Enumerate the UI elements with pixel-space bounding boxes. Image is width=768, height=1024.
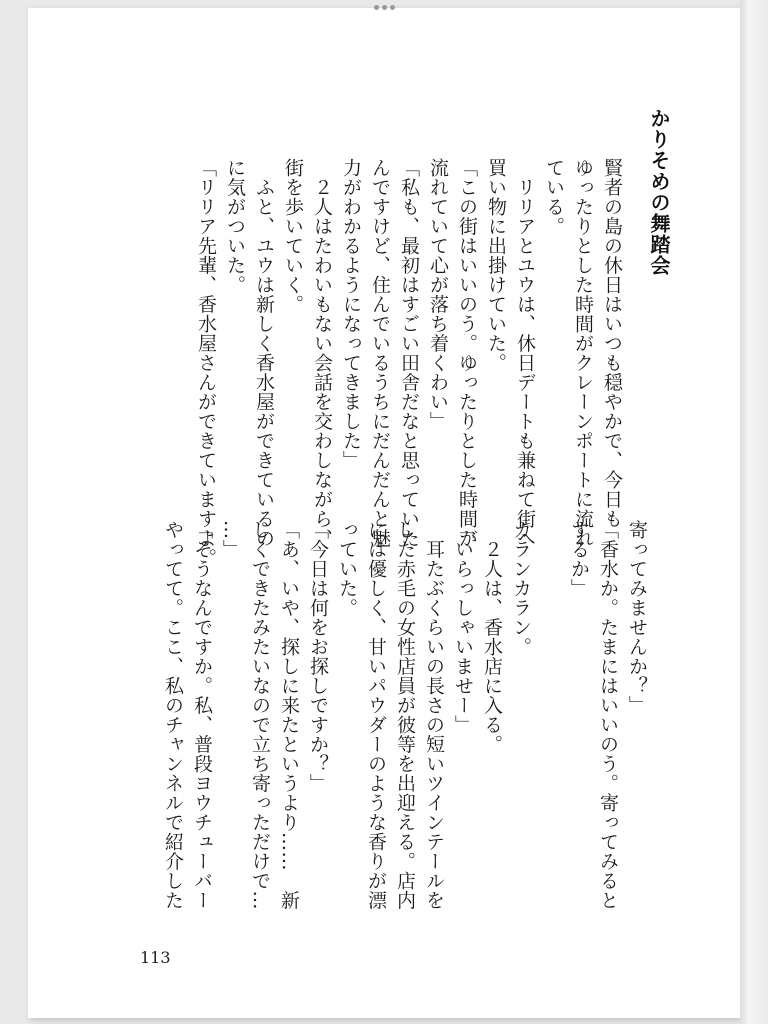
dot — [382, 5, 387, 10]
dot — [390, 5, 395, 10]
text-line: んですけど、住んでいるうちにだんだんと魅 — [369, 158, 391, 548]
text-line — [535, 520, 564, 910]
page-number: 113 — [140, 948, 171, 967]
text-line: 賢者の島の休日はいつも穏やかで、今日も — [601, 158, 623, 529]
dot — [374, 5, 379, 10]
text-line: ２人は、香水店に入る。 — [481, 520, 503, 754]
text-line: 買い物に出掛けていた。 — [485, 158, 507, 373]
text-line: 「そうなんですか。私、普段ヨウチューバー — [191, 520, 213, 910]
text-line: ２人はたわいもない会話を交わしながら、 — [311, 158, 333, 548]
text-line: 「いらっしゃいませー」 — [452, 520, 474, 735]
text-line: 「私も、最初はすごい田舎だなと思っていた — [398, 158, 420, 548]
text-line: 寄ってみませんか？」 — [626, 520, 648, 715]
text-line: やってて。ここ、私のチャンネルで紹介した — [162, 520, 184, 910]
text-line: に気がついた。 — [224, 158, 246, 295]
text-line: っていた。 — [336, 520, 358, 618]
text-line: 「あ、いや、探しに来たというより…… 新 — [278, 520, 300, 910]
text-line: するか」 — [568, 520, 590, 598]
text-line: 耳たぶくらいの長さの短いツインテールを — [423, 520, 445, 910]
text-line: 「香水か。たまにはいいのう。寄ってみると — [597, 520, 619, 910]
chapter-title: かりそめの舞踏会 — [647, 108, 671, 276]
text-line: ふと、ユウは新しく香水屋ができているの — [253, 158, 275, 548]
book-page — [28, 8, 740, 1018]
text-line: ている。 — [543, 158, 565, 236]
text-line: カランカラン。 — [510, 520, 532, 657]
text-line: した赤毛の女性店員が彼等を出迎える。店内 — [394, 520, 416, 910]
text-line: には優しく、甘いパウダーのような香りが漂 — [365, 520, 387, 910]
text-line: リリアとユウは、休日デートも兼ねて街へ — [514, 158, 536, 548]
text-line: 街を歩いていく。 — [282, 158, 304, 314]
text-line: 「この街はいいのう。ゆったりとした時間が — [456, 158, 478, 548]
text-line: 力がわかるようになってきました」 — [340, 158, 362, 470]
text-line: 「リリア先輩、香水屋さんができていますよ。 — [195, 158, 217, 568]
text-line: 流れていて心が落ち着くわい」 — [427, 158, 449, 431]
text-line: ゆったりとした時間がクレーンポートに流れ — [572, 158, 594, 548]
more-options-icon[interactable] — [373, 3, 395, 11]
text-line: …」 — [220, 520, 242, 559]
text-line: しくできたみたいなので立ち寄っただけで… — [249, 520, 271, 910]
page-stack-edge — [740, 0, 768, 1024]
lower-text-block — [162, 520, 651, 910]
text-line: 「今日は何をお探しですか？」 — [307, 520, 329, 793]
